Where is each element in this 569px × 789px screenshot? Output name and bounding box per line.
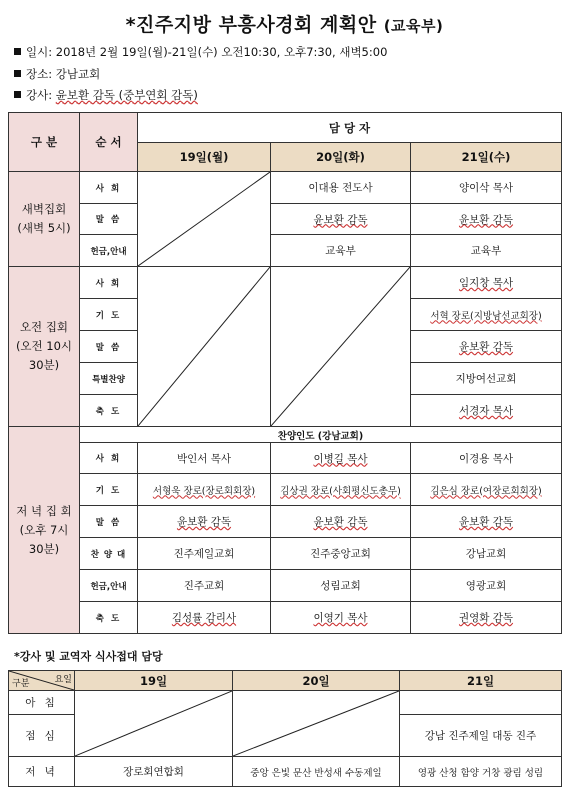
role-cell: 사 회 bbox=[80, 443, 138, 474]
info-speaker bbox=[14, 87, 198, 103]
meals-corner bbox=[9, 671, 75, 691]
person-cell: 김성률 감리사 bbox=[138, 602, 271, 634]
person-cell: 이병길 목사 bbox=[271, 443, 411, 474]
person-cell: 윤보환 감독 bbox=[411, 204, 562, 235]
meal-cell: 강남 진주제일 대동 진주 bbox=[400, 715, 562, 757]
meal-day-header: 20일 bbox=[233, 671, 400, 691]
meals-note: *강사 및 교역자 식사접대 담당 bbox=[14, 650, 163, 663]
person-cell: 윤보환 감독 bbox=[411, 506, 562, 538]
date-value: 2018년 2월 19일(월)-21일(수) 오전10:30, 오후7:30, 새벽5:00 bbox=[55, 45, 388, 59]
date-label: 일시: bbox=[26, 45, 53, 59]
group-time: (새벽 5시) bbox=[17, 221, 71, 235]
person-cell: 권영화 감독 bbox=[411, 602, 562, 634]
group-time: 30분) bbox=[28, 541, 60, 556]
person-cell: 교육부 bbox=[411, 235, 562, 267]
person-cell: 박인서 목사 bbox=[138, 443, 271, 474]
info-date bbox=[14, 44, 387, 60]
person-cell: 김은심 장로(여장로회회장) bbox=[411, 474, 562, 506]
person-cell: 강남교회 bbox=[411, 538, 562, 570]
person-cell: 서경자 목사 bbox=[411, 395, 562, 427]
role-cell: 축 도 bbox=[80, 602, 138, 634]
person-cell: 영광교회 bbox=[411, 570, 562, 602]
person-cell: 성림교회 bbox=[271, 570, 411, 602]
place-value: 강남교회 bbox=[55, 67, 101, 81]
empty-slot-diagonal bbox=[233, 691, 400, 757]
person-cell: 이경용 목사 bbox=[411, 443, 562, 474]
title-prefix: *진주지방 bbox=[125, 14, 212, 36]
person-cell: 서혁 장로(지방남선교회장) bbox=[411, 299, 562, 331]
place-label: 장소: bbox=[26, 67, 53, 81]
person-cell: 진주교회 bbox=[138, 570, 271, 602]
meal-label: 점 심 bbox=[9, 715, 75, 757]
header-person: 담 당 자 bbox=[138, 113, 562, 143]
person-cell: 윤보환 감독 bbox=[271, 506, 411, 538]
bullet-square-icon bbox=[14, 70, 21, 77]
person-cell: 김상권 장로(사회평신도총무) bbox=[271, 474, 411, 506]
person-cell: 이대용 전도사 bbox=[271, 172, 411, 204]
person-cell: 양이삭 목사 bbox=[411, 172, 562, 204]
info-place bbox=[14, 66, 100, 82]
group-time: 30분) bbox=[28, 358, 60, 372]
person-cell: 윤보환 감독 bbox=[411, 331, 562, 363]
role-cell: 사 회 bbox=[80, 172, 138, 204]
person-cell: 윤보환 감독 bbox=[271, 204, 411, 235]
person-cell: 이영기 목사 bbox=[271, 602, 411, 634]
person-cell: 진주제일교회 bbox=[138, 538, 271, 570]
speaker-value: 윤보환 감독 (중부연회 감독) bbox=[55, 88, 198, 102]
role-cell: 찬 양 대 bbox=[80, 538, 138, 570]
bullet-square-icon bbox=[14, 48, 21, 55]
day-header: 21일(수) bbox=[411, 143, 562, 172]
meal-cell bbox=[400, 691, 562, 715]
title-main: 부흥사경회 계획안 bbox=[218, 14, 377, 36]
empty-slot-diagonal bbox=[271, 267, 411, 427]
page-title bbox=[0, 10, 569, 37]
group-time: (오전 10시 bbox=[15, 339, 73, 353]
role-cell: 축 도 bbox=[80, 395, 138, 427]
meals-table bbox=[8, 670, 562, 787]
group-morning bbox=[9, 267, 80, 427]
meal-cell: 중앙 은빛 문산 반성새 수동제일 bbox=[233, 757, 400, 787]
group-name: 저 녁 집 회 bbox=[16, 503, 72, 518]
corner-top-label: 요일 bbox=[54, 675, 72, 685]
empty-slot-diagonal bbox=[138, 172, 271, 267]
role-cell: 헌금,안내 bbox=[80, 570, 138, 602]
role-cell: 사 회 bbox=[80, 267, 138, 299]
group-name: 오전 집회 bbox=[19, 320, 69, 334]
group-dawn bbox=[9, 172, 80, 267]
header-group: 구 분 bbox=[9, 113, 80, 172]
role-cell: 특별찬양 bbox=[80, 363, 138, 395]
role-cell: 기 도 bbox=[80, 474, 138, 506]
corner-bottom-label: 구분 bbox=[12, 679, 30, 689]
praise-lead: 찬양인도 (강남교회) bbox=[80, 427, 562, 443]
person-cell: 윤보환 감독 bbox=[138, 506, 271, 538]
speaker-label: 강사: bbox=[26, 88, 53, 102]
person-cell: 교육부 bbox=[271, 235, 411, 267]
person-cell: 서형욱 장로(장로회회장) bbox=[138, 474, 271, 506]
bullet-square-icon bbox=[14, 91, 21, 98]
role-cell: 말 씀 bbox=[80, 506, 138, 538]
person-cell: 임지창 목사 bbox=[411, 267, 562, 299]
person-cell: 진주중앙교회 bbox=[271, 538, 411, 570]
empty-slot-diagonal bbox=[138, 267, 271, 427]
role-cell: 말 씀 bbox=[80, 204, 138, 235]
meal-label: 아 침 bbox=[9, 691, 75, 715]
day-header: 19일(월) bbox=[138, 143, 271, 172]
person-cell: 지방여선교회 bbox=[411, 363, 562, 395]
meal-cell: 장로회연합회 bbox=[75, 757, 233, 787]
role-cell: 기 도 bbox=[80, 299, 138, 331]
day-header: 20일(화) bbox=[271, 143, 411, 172]
meal-label: 저 녁 bbox=[9, 757, 75, 787]
role-cell: 말 씀 bbox=[80, 331, 138, 363]
role-cell: 헌금,안내 bbox=[80, 235, 138, 267]
meal-cell: 영광 산청 함양 거창 광림 성림 bbox=[400, 757, 562, 787]
group-time: (오후 7시 bbox=[19, 522, 69, 537]
group-evening bbox=[9, 427, 80, 634]
schedule-table bbox=[8, 112, 562, 634]
meal-day-header: 19일 bbox=[75, 671, 233, 691]
meal-day-header: 21일 bbox=[400, 671, 562, 691]
empty-slot-diagonal bbox=[75, 691, 233, 757]
title-sub: (교육부) bbox=[383, 17, 444, 35]
group-name: 새벽집회 bbox=[21, 202, 67, 216]
header-order: 순 서 bbox=[80, 113, 138, 172]
